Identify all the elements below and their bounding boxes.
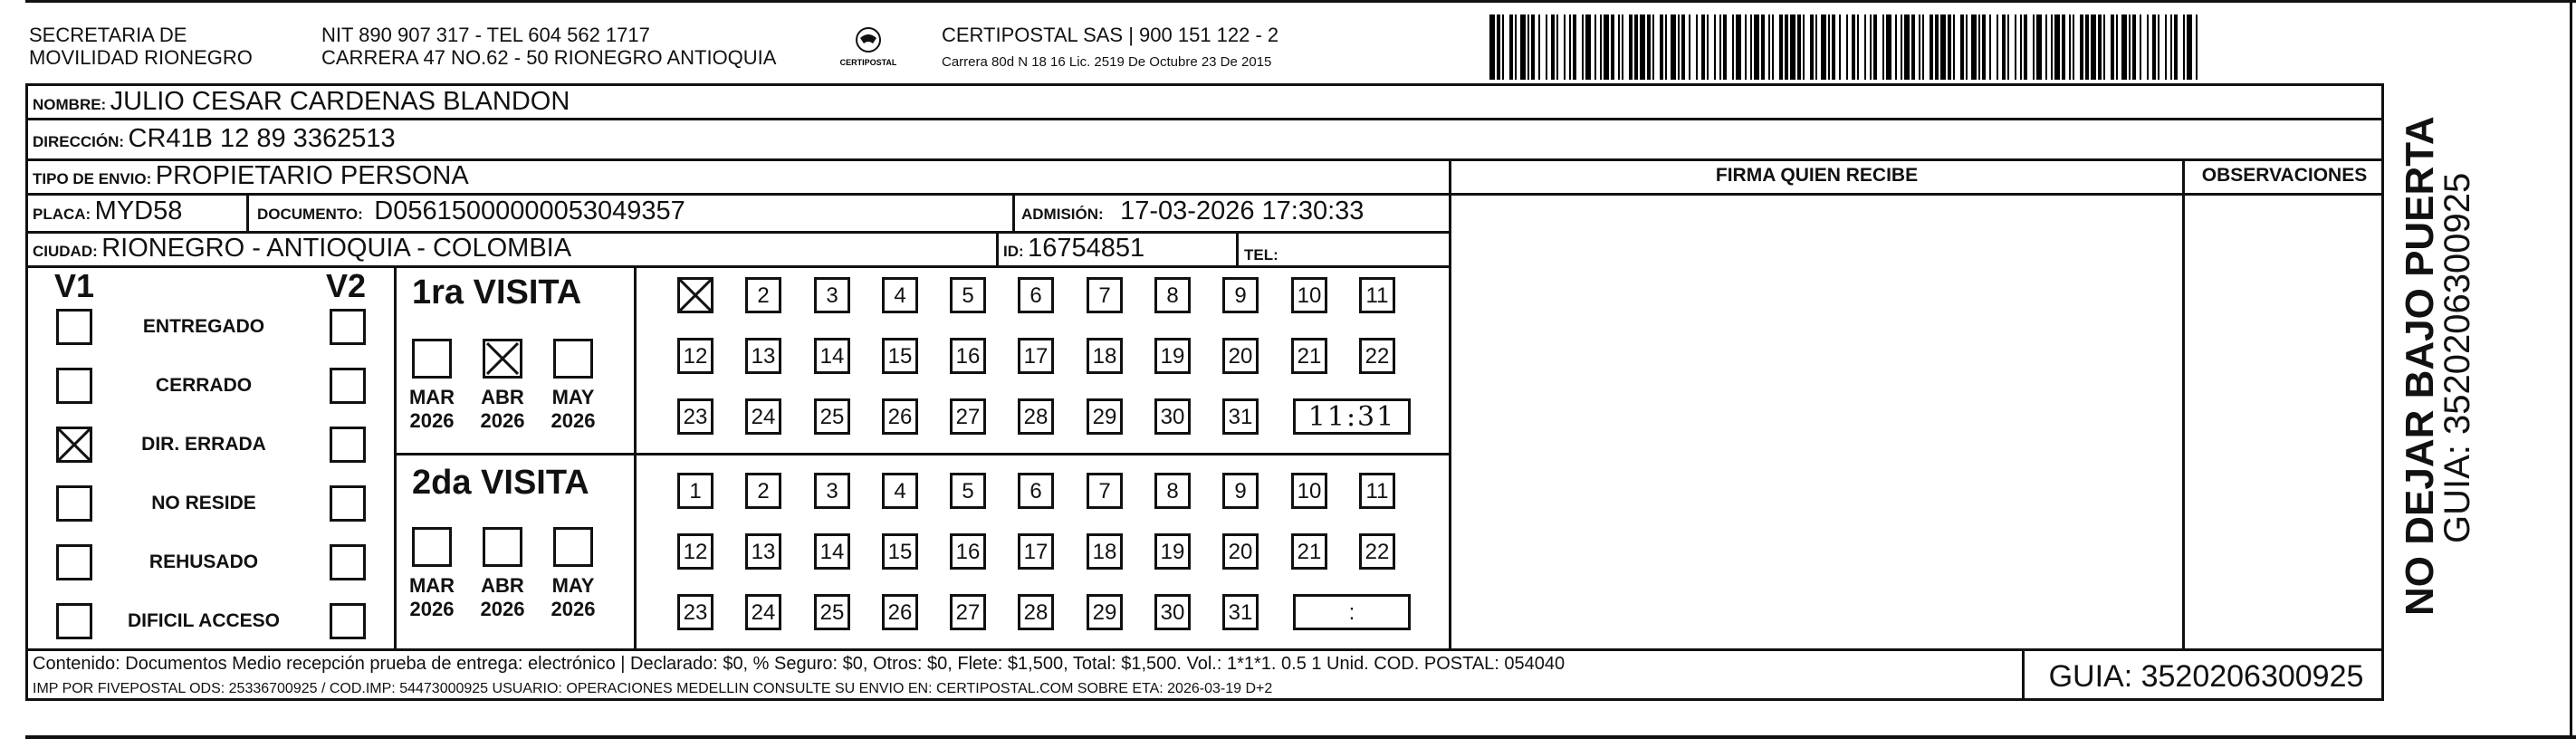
nombre-label: NOMBRE: [33, 96, 107, 113]
v2-checkbox[interactable] [330, 544, 366, 580]
placa-label: PLACA: [33, 206, 91, 223]
month-label [541, 386, 605, 433]
day-box[interactable]: 25 [814, 398, 850, 435]
v2-checkbox[interactable] [330, 427, 366, 463]
v1-checkbox[interactable] [56, 368, 92, 404]
signature-header: FIRMA QUIEN RECIBE [1715, 165, 1919, 186]
month-name: MAY [551, 386, 595, 408]
day-box[interactable]: 16 [950, 338, 986, 374]
month-checkbox[interactable] [412, 527, 452, 567]
day-box[interactable]: 15 [882, 533, 918, 570]
no-dejar-bajo-puerta: NO DEJAR BAJO PUERTA [2398, 116, 2442, 616]
sig-header-line [1451, 193, 2384, 196]
month-label [471, 386, 534, 433]
day-box[interactable]: 21 [1291, 338, 1327, 374]
v2-checkbox[interactable] [330, 368, 366, 404]
month-label [400, 574, 464, 621]
barcode [1489, 14, 2205, 80]
day-box[interactable]: 3 [814, 473, 850, 509]
day-box[interactable]: 18 [1087, 533, 1123, 570]
reason-label: CERRADO [155, 375, 253, 396]
month-year: 2026 [551, 598, 596, 620]
tipo-row [33, 161, 469, 191]
placa-row [33, 197, 182, 226]
v1-header: V1 [54, 267, 95, 304]
day-box[interactable]: 22 [1359, 338, 1395, 374]
day-box[interactable]: 1 [677, 473, 713, 509]
documento-value: D05615000000053049357 [374, 197, 685, 225]
id-label: ID: [1003, 243, 1024, 260]
row-line-3 [25, 193, 1451, 196]
month-checkbox[interactable] [412, 339, 452, 379]
v1-checkbox[interactable] [56, 603, 92, 639]
id-divider [996, 231, 999, 265]
days-divider [634, 265, 637, 648]
placa-value: MYD58 [94, 197, 183, 225]
day-box[interactable]: 4 [882, 277, 918, 313]
sender-contact [321, 24, 776, 69]
ciudad-value: RIONEGRO - ANTIOQUIA - COLOMBIA [101, 234, 572, 263]
v1-checkbox[interactable] [56, 427, 92, 463]
day-box[interactable]: 2 [745, 473, 781, 509]
first-visit-title: 1ra VISITA [412, 273, 582, 312]
nombre-value: JULIO CESAR CARDENAS BLANDON [110, 87, 570, 116]
month-label [400, 386, 464, 433]
day-box[interactable]: 28 [1018, 398, 1054, 435]
month-year: 2026 [480, 598, 525, 620]
v2-checkbox[interactable] [330, 309, 366, 345]
day-box[interactable]: 8 [1154, 277, 1191, 313]
visits-divider [394, 265, 397, 648]
day-box[interactable]: 24 [745, 398, 781, 435]
day-box[interactable]: 25 [814, 594, 850, 630]
admision-label: ADMISIÓN: [1021, 206, 1104, 223]
month-checkbox[interactable] [483, 339, 522, 379]
day-box[interactable]: 12 [677, 338, 713, 374]
day-box[interactable]: 29 [1087, 594, 1123, 630]
courier-line: CERTIPOSTAL SAS | 900 151 122 - 2 [942, 24, 1279, 46]
tel-divider [1236, 231, 1239, 265]
day-box[interactable]: 6 [1018, 277, 1054, 313]
day-box[interactable]: 11 [1359, 277, 1395, 313]
day-box[interactable]: 2 [745, 277, 781, 313]
day-box[interactable]: 8 [1154, 473, 1191, 509]
address-line: CARRERA 47 NO.62 - 50 RIONEGRO ANTIOQUIA [321, 46, 777, 69]
day-box[interactable]: 31 [1222, 398, 1259, 435]
day-box[interactable]: 13 [745, 338, 781, 374]
documento-row [257, 197, 685, 226]
day-box[interactable]: 15 [882, 338, 918, 374]
day-box[interactable]: 17 [1018, 533, 1054, 570]
day-box[interactable] [677, 277, 713, 313]
observaciones-header: OBSERVACIONES [2201, 165, 2368, 186]
sig-divider [1449, 158, 1451, 648]
day-box[interactable]: 28 [1018, 594, 1054, 630]
v1-checkbox[interactable] [56, 485, 92, 522]
day-box[interactable]: 27 [950, 594, 986, 630]
ciudad-row [33, 234, 571, 264]
day-box[interactable]: 7 [1087, 473, 1123, 509]
top-edge-line [25, 0, 2576, 3]
barcode-bar [2198, 14, 2201, 80]
outer-right-line [2570, 0, 2572, 739]
placa-divider [246, 193, 249, 231]
day-box[interactable]: 13 [745, 533, 781, 570]
nombre-row [33, 87, 570, 117]
admision-row [1021, 197, 1364, 226]
row-line-1 [25, 118, 2384, 120]
ciudad-label: CIUDAD: [33, 243, 98, 260]
sender-name [29, 24, 253, 69]
month-label [471, 574, 534, 621]
footer-line [25, 648, 2384, 651]
v2-checkbox[interactable] [330, 603, 366, 639]
month-name: MAR [408, 386, 455, 408]
v1-checkbox[interactable] [56, 544, 92, 580]
reason-label: ENTREGADO [142, 316, 265, 337]
reason-label: NO RESIDE [151, 493, 256, 513]
documento-label: DOCUMENTO: [257, 206, 363, 223]
day-box[interactable]: 21 [1291, 533, 1327, 570]
day-box[interactable]: 22 [1359, 533, 1395, 570]
day-box[interactable]: 5 [950, 473, 986, 509]
day-box[interactable]: 9 [1222, 277, 1259, 313]
day-box[interactable]: 16 [950, 533, 986, 570]
admision-value: 17-03-2026 17:30:33 [1120, 197, 1365, 225]
month-year: 2026 [551, 409, 596, 432]
month-year: 2026 [409, 409, 455, 432]
month-checkbox[interactable] [553, 527, 593, 567]
guia-box-divider [2022, 648, 2025, 701]
month-checkbox[interactable] [553, 339, 593, 379]
day-box[interactable]: 19 [1154, 338, 1191, 374]
second-visit-title: 2da VISITA [412, 464, 589, 502]
footer-contenido: Contenido: Documentos Medio recepción prueba de entrega: electrónico | Declarado: $0, % Seguro: $0, Otros: $0, Flete: $1,500, Total: $1,500. Vol.: 1*1*1. 0.5 1 Unid. COD. POSTAL: 054040 [33, 654, 1566, 674]
tipo-value: PROPIETARIO PERSONA [155, 161, 469, 190]
nit-line: NIT 890 907 317 - TEL 604 562 1717 [321, 24, 650, 46]
time-box[interactable]: 11:31 [1293, 398, 1411, 435]
direccion-label: DIRECCIÓN: [33, 133, 125, 150]
day-box[interactable]: 30 [1154, 594, 1191, 630]
v2-header: V2 [326, 267, 367, 304]
day-box[interactable]: 14 [814, 338, 850, 374]
month-name: MAR [408, 574, 455, 597]
month-name: ABR [481, 386, 524, 408]
day-box[interactable]: 12 [677, 533, 713, 570]
day-box[interactable]: 7 [1087, 277, 1123, 313]
day-box[interactable]: 24 [745, 594, 781, 630]
month-year: 2026 [409, 598, 455, 620]
reason-label: DIFICIL ACCESO [127, 610, 280, 631]
month-label [541, 574, 605, 621]
reason-label: REHUSADO [148, 551, 259, 572]
day-box[interactable]: 14 [814, 533, 850, 570]
day-box[interactable]: 18 [1087, 338, 1123, 374]
certipostal-logo [840, 25, 896, 71]
day-box[interactable]: 29 [1087, 398, 1123, 435]
sender-line-2: MOVILIDAD RIONEGRO [29, 46, 253, 69]
day-box[interactable]: 10 [1291, 277, 1327, 313]
month-checkbox[interactable] [483, 527, 522, 567]
v1-checkbox[interactable] [56, 309, 92, 345]
logo-text: CERTIPOSTAL [840, 58, 896, 67]
obs-divider [2182, 158, 2185, 648]
tipo-label: TIPO DE ENVIO: [33, 170, 152, 187]
day-box[interactable]: 3 [814, 277, 850, 313]
footer-imp: IMP POR FIVEPOSTAL ODS: 25336700925 / COD.IMP: 54473000925 USUARIO: OPERACIONES MEDELLIN CONSULTE SU ENVIO EN: CERTIPOSTAL.COM SOBRE ETA: 2026-03-19 D+2 [33, 681, 1273, 696]
month-name: MAY [551, 574, 595, 597]
day-box[interactable]: 9 [1222, 473, 1259, 509]
day-box[interactable]: 5 [950, 277, 986, 313]
bottom-edge-line [25, 735, 2576, 739]
day-box[interactable]: 27 [950, 398, 986, 435]
day-box[interactable]: 26 [882, 398, 918, 435]
right-edge-line [2384, 0, 2387, 83]
courier-sub: Carrera 80d N 18 16 Lic. 2519 De Octubre 23 De 2015 [942, 54, 1272, 70]
id-row [1003, 234, 1144, 264]
reason-label: DIR. ERRADA [141, 434, 266, 455]
footer-guia: GUIA: 3520206300925 [2048, 659, 2364, 694]
day-box[interactable]: 4 [882, 473, 918, 509]
v2-checkbox[interactable] [330, 485, 366, 522]
row-line-5 [25, 265, 1451, 268]
visit-split-line [394, 453, 1451, 456]
tel-row [1244, 237, 1278, 267]
direccion-row [33, 124, 396, 154]
day-box[interactable]: 20 [1222, 338, 1259, 374]
day-box[interactable]: 11 [1359, 473, 1395, 509]
day-box[interactable]: 19 [1154, 533, 1191, 570]
month-name: ABR [481, 574, 524, 597]
day-box[interactable]: 20 [1222, 533, 1259, 570]
day-box[interactable]: 31 [1222, 594, 1259, 630]
day-box[interactable]: 30 [1154, 398, 1191, 435]
tel-label: TEL: [1244, 246, 1278, 264]
day-box[interactable]: 23 [677, 398, 713, 435]
day-box[interactable]: 23 [677, 594, 713, 630]
time-box[interactable]: : [1293, 594, 1411, 630]
direccion-value: CR41B 12 89 3362513 [128, 124, 396, 153]
day-box[interactable]: 26 [882, 594, 918, 630]
side-guia: GUIA: 3520206300925 [2437, 172, 2477, 543]
id-value: 16754851 [1028, 234, 1145, 263]
day-box[interactable]: 17 [1018, 338, 1054, 374]
sender-line-1: SECRETARIA DE [29, 24, 187, 46]
day-box[interactable]: 6 [1018, 473, 1054, 509]
month-year: 2026 [480, 409, 525, 432]
admision-divider [1012, 193, 1015, 231]
day-box[interactable]: 10 [1291, 473, 1327, 509]
